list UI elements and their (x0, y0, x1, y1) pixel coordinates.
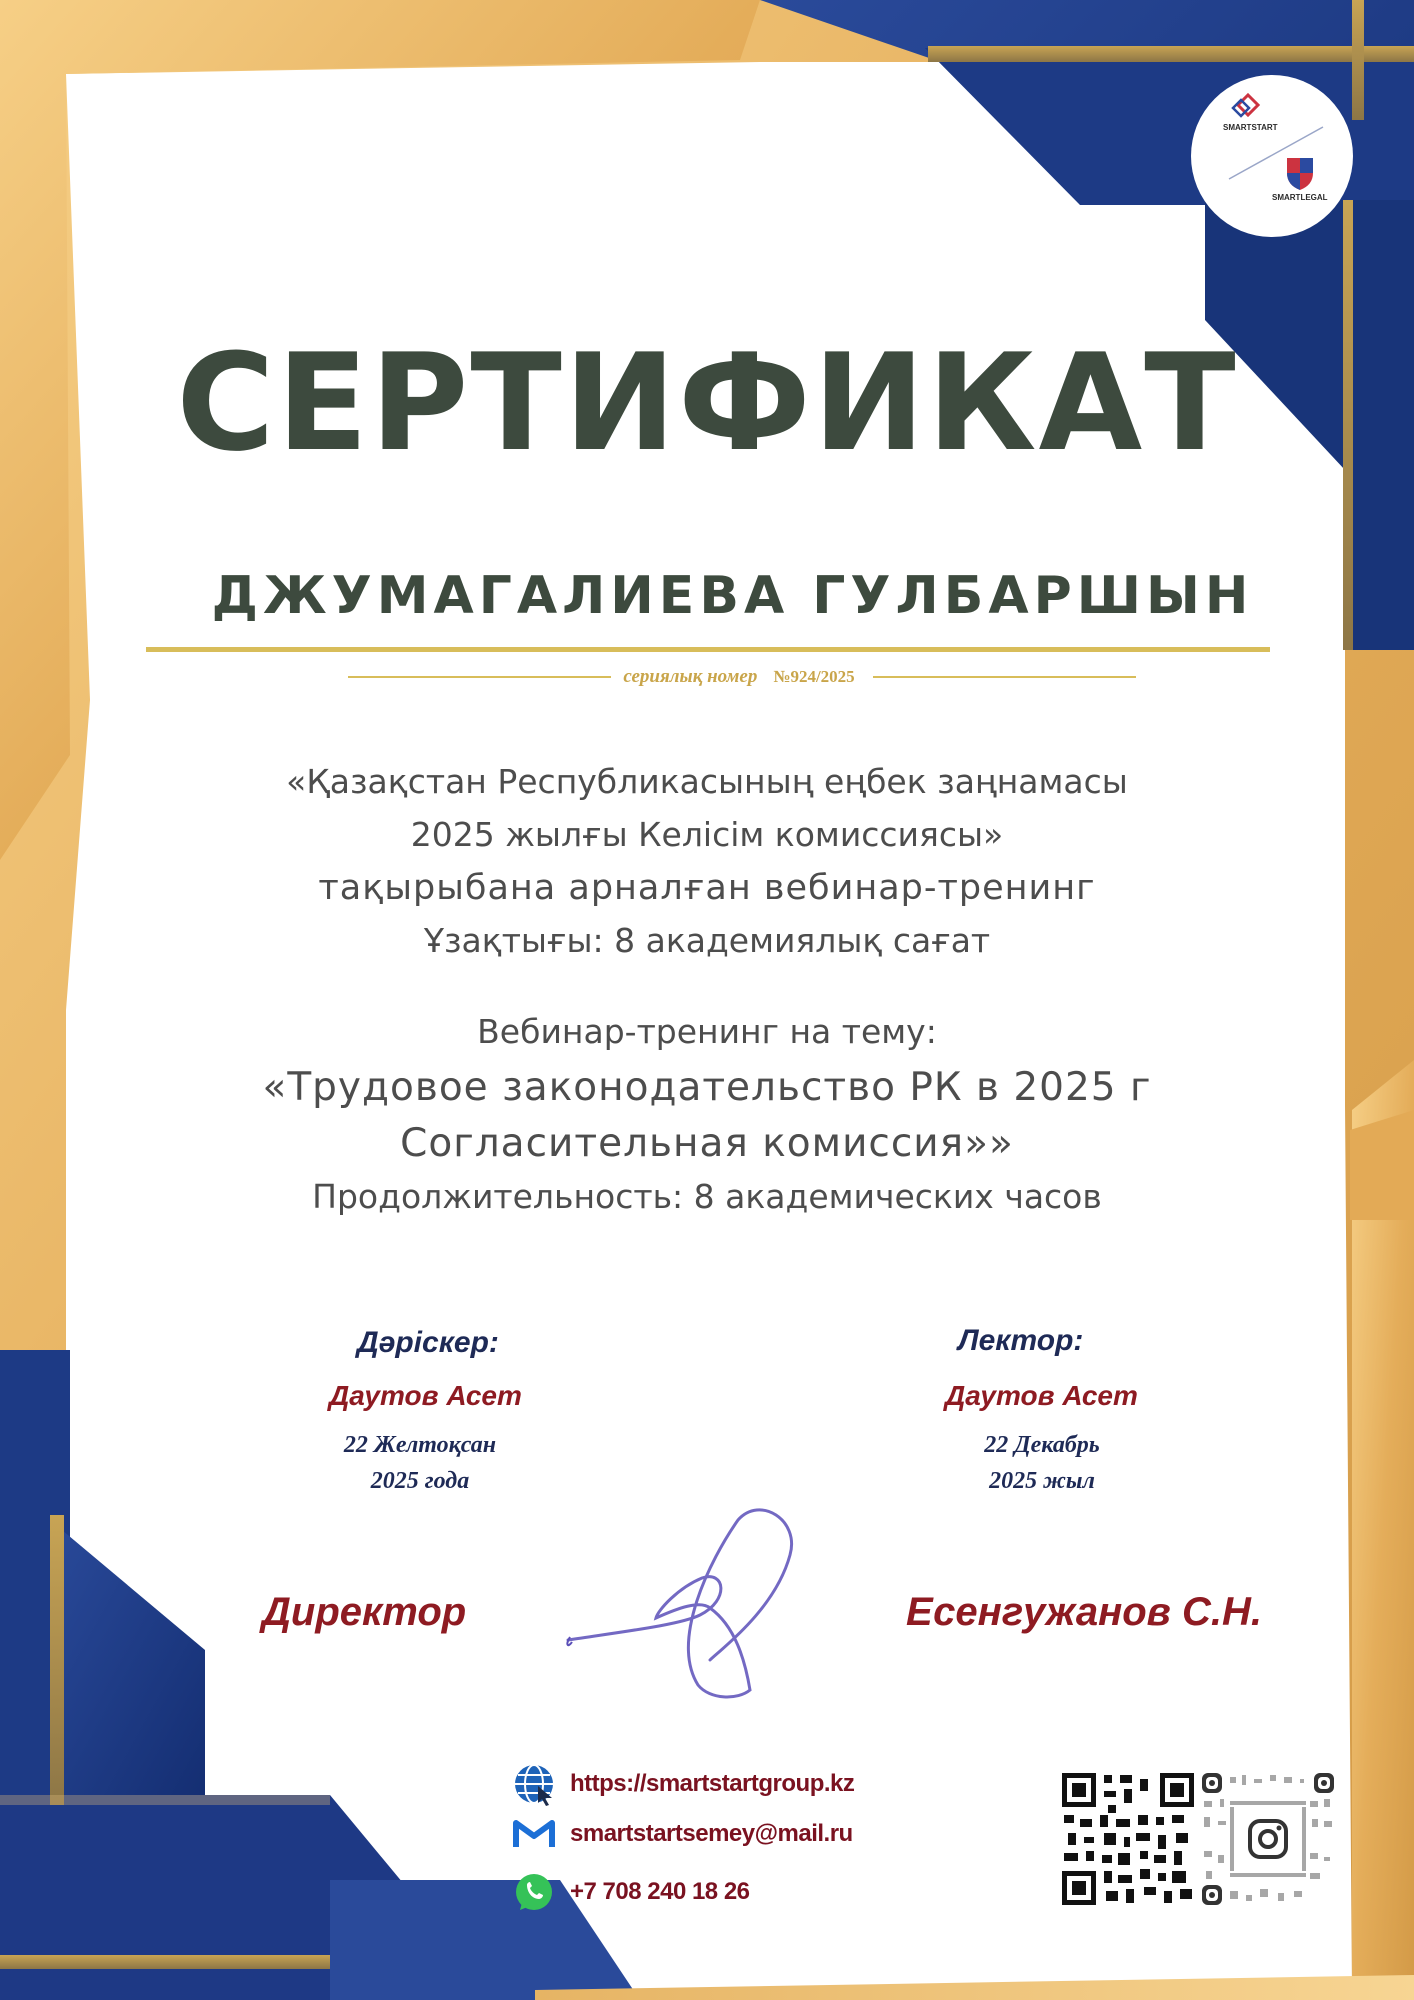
whatsapp-icon (512, 1870, 556, 1914)
lecturer-name-ru: Даутов Асет (945, 1380, 1138, 1411)
director-title: Директор (262, 1590, 467, 1634)
qr-code[interactable] (1060, 1771, 1196, 1907)
lecturer-date-ru-1: 22 Декабрь (984, 1432, 1100, 1458)
ru-topic-line-1: «Трудовое законодательство РК в 2025 г (262, 1065, 1152, 1110)
recipient-name: ДЖУМАГАЛИЕВА ГУЛБАРШЫН (211, 566, 1254, 626)
lecturer-date-kz-2: 2025 года (370, 1468, 470, 1494)
director-signature (560, 1500, 820, 1710)
smartlegal-brand: SMARTLEGAL (1272, 193, 1328, 202)
gmail-icon (512, 1817, 556, 1851)
serial-rule-right (873, 676, 1136, 678)
serial-label: сериялық номер (623, 666, 758, 687)
ru-heading: Вебинар-тренинг на тему: (477, 1012, 937, 1051)
contact-website[interactable] (512, 1762, 854, 1806)
company-logo (1191, 75, 1353, 237)
smartstart-brand: SMARTSTART (1223, 123, 1278, 132)
phone-number[interactable]: +7 708 240 18 26 (570, 1878, 750, 1905)
contact-phone[interactable] (512, 1870, 750, 1914)
website-link[interactable]: https://smartstartgroup.kz (570, 1770, 855, 1797)
lecturer-date-kz-1: 22 Желтоқсан (343, 1432, 497, 1458)
lecturer-label-kz: Дәріскер: (357, 1326, 499, 1359)
serial-rule-left (348, 676, 611, 678)
globe-icon (512, 1762, 556, 1806)
serial-number: №924/2025 (773, 667, 855, 686)
contact-email[interactable] (512, 1817, 853, 1851)
lecturer-date-ru-2: 2025 жыл (989, 1468, 1095, 1494)
certificate-title: СЕРТИФИКАТ (176, 325, 1238, 481)
kz-line-1: «Қазақстан Республикасының еңбек заңнамасы (286, 762, 1128, 801)
smartstart-logo-icon (1233, 95, 1258, 116)
kz-line-3: тақырыбана арналған вебинар-тренинг (318, 868, 1096, 908)
instagram-qr-code[interactable] (1200, 1771, 1336, 1907)
smartlegal-shield-icon (1287, 158, 1313, 190)
ru-duration: Продолжительность: 8 академических часов (312, 1177, 1102, 1216)
lecturer-label-ru: Лектор: (958, 1324, 1084, 1357)
kz-duration: Ұзақтығы: 8 академиялық сағат (423, 921, 991, 960)
lecturer-name-kz: Даутов Асет (329, 1380, 522, 1411)
email-link[interactable]: smartstartsemey@mail.ru (570, 1820, 853, 1847)
ru-topic-line-2: Согласительная комиссия»» (400, 1121, 1014, 1166)
director-name: Есенгужанов С.Н. (906, 1590, 1262, 1634)
name-underline (146, 647, 1270, 652)
serial-row (348, 662, 1136, 692)
kz-line-2: 2025 жылғы Келісім комиссиясы» (410, 815, 1004, 854)
